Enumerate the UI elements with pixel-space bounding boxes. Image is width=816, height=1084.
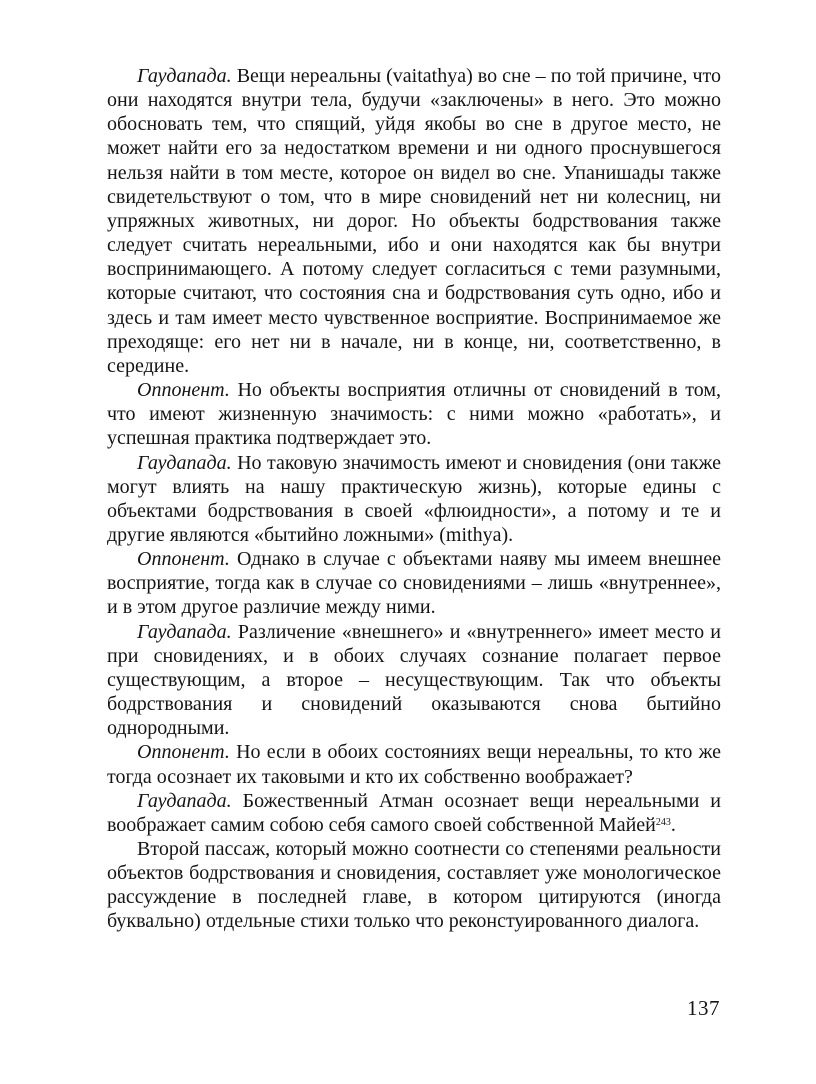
paragraph-text: Божественный Атман осознает вещи нереальными и воображает самим собою себя самого своей собственной Майей <box>107 789 721 836</box>
dialogue-paragraph <box>107 547 721 619</box>
page-body <box>107 64 721 934</box>
speaker-label: Гаудапада. <box>137 451 232 474</box>
dialogue-paragraph <box>107 740 721 788</box>
paragraph-text: Различение «внешнего» и «внутреннего» имеет место и при сновидениях, и в обоих случаях сознание полагает первое существующим, а второе – несуществующим. Так что объекты бодрствования и сновидений оказываются снова бытийно однородными. <box>107 620 722 740</box>
paragraph-text: Но объекты восприятия отличны от сновидений в том, что имеют жизненную значимость: с ними можно «работать», и успешная практика подтверждает это. <box>107 379 722 450</box>
paragraph-text: Однако в случае с объектами наяву мы имеем внешнее восприятие, тогда как в случае со сновидениями – лишь «внутреннее», и в этом другое различие между ними. <box>107 548 722 619</box>
dialogue-paragraph <box>107 378 721 450</box>
paragraph-tail: . <box>670 813 676 836</box>
dialogue-paragraph <box>107 64 721 378</box>
narrative-paragraph <box>107 837 721 934</box>
page-number: 137 <box>687 996 720 1020</box>
dialogue-paragraph <box>107 789 721 837</box>
speaker-label: Гаудапада. <box>137 620 232 643</box>
dialogue-paragraph <box>107 620 721 741</box>
speaker-label: Оппонент. <box>137 548 230 571</box>
paragraph-text: Второй пассаж, который можно соотнести со степенями реальности объектов бодрствования и сновидения, составляет уже монологическое рассуждение в последней главе, в котором цитируются (иногда буквально) отдельные стихи только что реконстуированного диалога. <box>107 838 721 933</box>
speaker-label: Оппонент. <box>137 379 230 402</box>
speaker-label: Оппонент. <box>137 741 230 764</box>
speaker-label: Гаудапада. <box>137 789 232 812</box>
speaker-label: Гаудапада. <box>137 65 232 87</box>
dialogue-paragraph <box>107 451 721 548</box>
paragraph-text: Но если в обоих состояниях вещи нереальны, то кто же тогда осознает их таковыми и кто их собственно воображает? <box>107 741 721 788</box>
paragraph-text: Но таковую значимость имеют и сновидения (они также могут влиять на нашу практическую жизнь), которые едины с объектами бодрствования в своей «флюидности», а потому и те и другие являются «бытийно ложными» (mithya). <box>107 451 722 546</box>
paragraph-text: Вещи нереальны (vaitathya) во сне – по той причине, что они находятся внутри тела, будучи «заключены» в него. Это можно обосновать тем, что спящий, уйдя якобы во сне в другое место, не может найти его за недостатком времени и ни одного проснувшегося нельзя найти в том месте, которое он видел во сне. Упанишады также свидетельствуют о том, что в мире сновидений нет ни колесниц, ни упряжных животных, ни дорог. Но объекты бодрствования также следует считать нереальными, ибо и они находятся как бы внутри воспринимающего. А потому следует согласиться с теми разумными, которые считают, что состояния сна и бодрствования суть одно, ибо и здесь и там имеет место чувственное восприятие. Воспринимаемое же преходяще: его нет ни в начале, ни в конце, ни, соответственно, в середине. <box>107 65 721 377</box>
footnote-marker[interactable]: 243 <box>655 816 671 828</box>
